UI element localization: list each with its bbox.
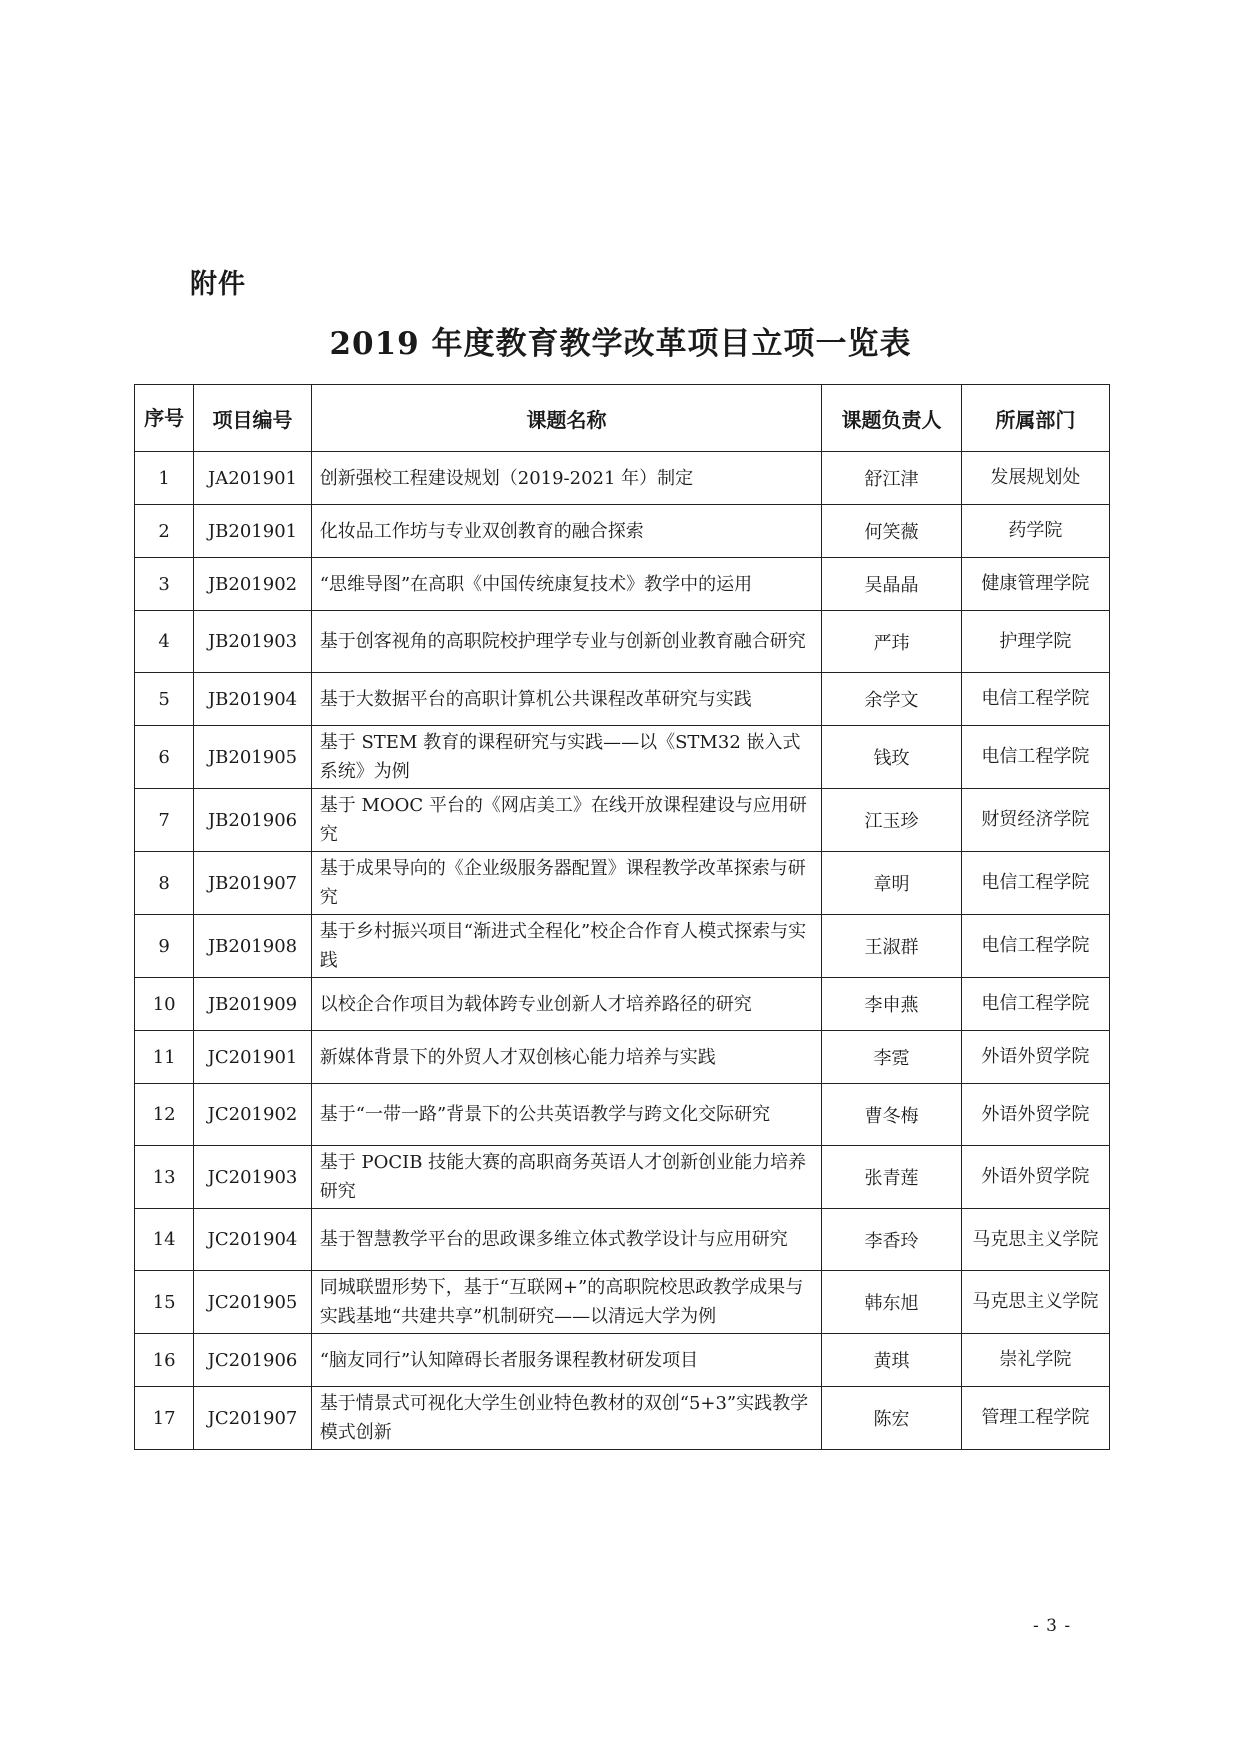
row-leader: 章明 bbox=[822, 852, 961, 915]
row-code: JB201902 bbox=[194, 558, 311, 611]
row-topic: 同城联盟形势下，基于“互联网+”的高职院校思政教学成果与实践基地“共建共享”机制研究——以清远大学为例 bbox=[311, 1271, 822, 1334]
row-seq: 3 bbox=[135, 558, 194, 611]
row-leader: 曹冬梅 bbox=[822, 1084, 961, 1146]
row-dept: 外语外贸学院 bbox=[961, 1031, 1109, 1084]
row-topic: “脑友同行”认知障碍长者服务课程教材研发项目 bbox=[311, 1334, 822, 1387]
row-topic: 化妆品工作坊与专业双创教育的融合探索 bbox=[311, 505, 822, 558]
row-dept: 电信工程学院 bbox=[961, 978, 1109, 1031]
row-dept: 外语外贸学院 bbox=[961, 1084, 1109, 1146]
table-row bbox=[135, 1271, 1110, 1334]
row-seq: 1 bbox=[135, 452, 194, 505]
row-code: JC201903 bbox=[194, 1146, 311, 1209]
row-leader: 舒江津 bbox=[822, 452, 961, 505]
table-row bbox=[135, 611, 1110, 673]
row-dept: 健康管理学院 bbox=[961, 558, 1109, 611]
row-code: JB201901 bbox=[194, 505, 311, 558]
row-leader: 韩东旭 bbox=[822, 1271, 961, 1334]
row-seq: 16 bbox=[135, 1334, 194, 1387]
row-code: JB201905 bbox=[194, 726, 311, 789]
row-seq: 5 bbox=[135, 673, 194, 726]
row-seq: 12 bbox=[135, 1084, 194, 1146]
row-code: JC201907 bbox=[194, 1387, 311, 1450]
row-topic: 基于智慧教学平台的思政课多维立体式教学设计与应用研究 bbox=[311, 1209, 822, 1271]
table-row bbox=[135, 1084, 1110, 1146]
row-seq: 7 bbox=[135, 789, 194, 852]
row-topic: 基于 STEM 教育的课程研究与实践——以《STM32 嵌入式系统》为例 bbox=[311, 726, 822, 789]
row-seq: 11 bbox=[135, 1031, 194, 1084]
table-row bbox=[135, 452, 1110, 505]
project-table bbox=[134, 384, 1110, 1450]
row-topic: 基于 POCIB 技能大赛的高职商务英语人才创新创业能力培养研究 bbox=[311, 1146, 822, 1209]
table-row bbox=[135, 1334, 1110, 1387]
row-code: JC201904 bbox=[194, 1209, 311, 1271]
row-code: JC201901 bbox=[194, 1031, 311, 1084]
row-code: JC201906 bbox=[194, 1334, 311, 1387]
table-row bbox=[135, 505, 1110, 558]
row-code: JB201904 bbox=[194, 673, 311, 726]
row-topic: 基于大数据平台的高职计算机公共课程改革研究与实践 bbox=[311, 673, 822, 726]
row-seq: 14 bbox=[135, 1209, 194, 1271]
row-dept: 财贸经济学院 bbox=[961, 789, 1109, 852]
table-row bbox=[135, 1209, 1110, 1271]
row-dept: 电信工程学院 bbox=[961, 726, 1109, 789]
row-dept: 护理学院 bbox=[961, 611, 1109, 673]
row-leader: 余学文 bbox=[822, 673, 961, 726]
header-leader: 课题负责人 bbox=[822, 385, 961, 452]
row-code: JB201908 bbox=[194, 915, 311, 978]
row-leader: 李申燕 bbox=[822, 978, 961, 1031]
row-dept: 管理工程学院 bbox=[961, 1387, 1109, 1450]
row-topic: 基于创客视角的高职院校护理学专业与创新创业教育融合研究 bbox=[311, 611, 822, 673]
table-row bbox=[135, 789, 1110, 852]
row-seq: 4 bbox=[135, 611, 194, 673]
row-topic: 基于 MOOC 平台的《网店美工》在线开放课程建设与应用研究 bbox=[311, 789, 822, 852]
table-header-row bbox=[135, 385, 1110, 452]
row-seq: 2 bbox=[135, 505, 194, 558]
header-dept: 所属部门 bbox=[961, 385, 1109, 452]
row-leader: 严玮 bbox=[822, 611, 961, 673]
row-seq: 13 bbox=[135, 1146, 194, 1209]
row-leader: 陈宏 bbox=[822, 1387, 961, 1450]
row-dept: 崇礼学院 bbox=[961, 1334, 1109, 1387]
row-topic: 基于乡村振兴项目“渐进式全程化”校企合作育人模式探索与实践 bbox=[311, 915, 822, 978]
row-topic: 以校企合作项目为载体跨专业创新人才培养路径的研究 bbox=[311, 978, 822, 1031]
row-dept: 电信工程学院 bbox=[961, 915, 1109, 978]
row-topic: 新媒体背景下的外贸人才双创核心能力培养与实践 bbox=[311, 1031, 822, 1084]
row-code: JC201902 bbox=[194, 1084, 311, 1146]
row-dept: 发展规划处 bbox=[961, 452, 1109, 505]
row-topic: 基于成果导向的《企业级服务器配置》课程教学改革探索与研究 bbox=[311, 852, 822, 915]
row-code: JC201905 bbox=[194, 1271, 311, 1334]
table-row bbox=[135, 1387, 1110, 1450]
row-topic: “思维导图”在高职《中国传统康复技术》教学中的运用 bbox=[311, 558, 822, 611]
document-title: 2019 年度教育教学改革项目立项一览表 bbox=[329, 326, 912, 362]
row-dept: 电信工程学院 bbox=[961, 852, 1109, 915]
row-leader: 王淑群 bbox=[822, 915, 961, 978]
row-leader: 钱玫 bbox=[822, 726, 961, 789]
header-code: 项目编号 bbox=[194, 385, 311, 452]
row-seq: 8 bbox=[135, 852, 194, 915]
table-row bbox=[135, 915, 1110, 978]
row-leader: 张青莲 bbox=[822, 1146, 961, 1209]
row-code: JB201906 bbox=[194, 789, 311, 852]
row-dept: 外语外贸学院 bbox=[961, 1146, 1109, 1209]
row-code: JB201909 bbox=[194, 978, 311, 1031]
table-row bbox=[135, 673, 1110, 726]
row-leader: 李霓 bbox=[822, 1031, 961, 1084]
row-leader: 何笑薇 bbox=[822, 505, 961, 558]
row-dept: 马克思主义学院 bbox=[961, 1271, 1109, 1334]
table-row bbox=[135, 978, 1110, 1031]
row-dept: 药学院 bbox=[961, 505, 1109, 558]
row-code: JB201907 bbox=[194, 852, 311, 915]
row-dept: 马克思主义学院 bbox=[961, 1209, 1109, 1271]
row-code: JA201901 bbox=[194, 452, 311, 505]
row-seq: 10 bbox=[135, 978, 194, 1031]
table-row bbox=[135, 1146, 1110, 1209]
row-seq: 9 bbox=[135, 915, 194, 978]
header-seq: 序号 bbox=[135, 385, 194, 452]
row-leader: 江玉珍 bbox=[822, 789, 961, 852]
row-topic: 创新强校工程建设规划（2019-2021 年）制定 bbox=[311, 452, 822, 505]
row-seq: 6 bbox=[135, 726, 194, 789]
table-row bbox=[135, 1031, 1110, 1084]
row-seq: 17 bbox=[135, 1387, 194, 1450]
row-topic: 基于“一带一路”背景下的公共英语教学与跨文化交际研究 bbox=[311, 1084, 822, 1146]
row-topic: 基于情景式可视化大学生创业特色教材的双创“5+3”实践教学模式创新 bbox=[311, 1387, 822, 1450]
row-code: JB201903 bbox=[194, 611, 311, 673]
header-topic: 课题名称 bbox=[311, 385, 822, 452]
row-dept: 电信工程学院 bbox=[961, 673, 1109, 726]
row-leader: 吴晶晶 bbox=[822, 558, 961, 611]
attachment-label: 附件 bbox=[190, 269, 246, 300]
table-row bbox=[135, 558, 1110, 611]
table-row bbox=[135, 726, 1110, 789]
row-seq: 15 bbox=[135, 1271, 194, 1334]
page-number: - 3 - bbox=[1033, 1616, 1072, 1636]
table-row bbox=[135, 852, 1110, 915]
row-leader: 黄琪 bbox=[822, 1334, 961, 1387]
row-leader: 李香玲 bbox=[822, 1209, 961, 1271]
